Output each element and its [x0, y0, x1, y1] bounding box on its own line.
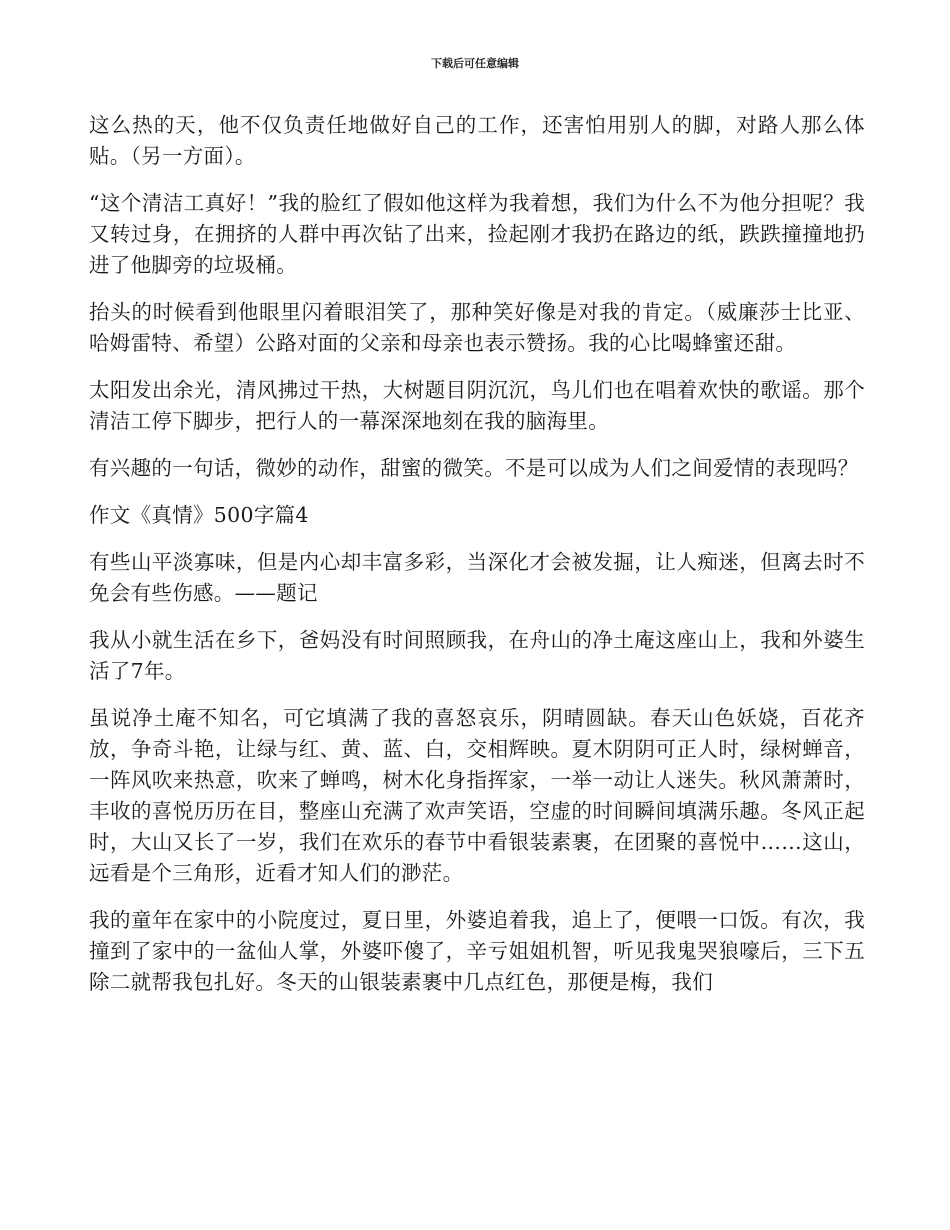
paragraph: 我从小就生活在乡下，爸妈没有时间照顾我，在舟山的净土庵这座山上，我和外婆生活了7年。	[89, 628, 865, 683]
paragraph: 有兴趣的一句话，微妙的动作，甜蜜的微笑。不是可以成为人们之间爱情的表现吗？	[89, 456, 859, 480]
paragraph: 抬头的时候看到他眼里闪着眼泪笑了，那种笑好像是对我的肯定。（威廉莎士比亚、哈姆雷特、希望）公路对面的父亲和母亲也表示赞扬。我的心比喝蜂蜜还甜。	[89, 300, 865, 355]
document-body	[89, 110, 865, 1014]
paragraph: 有些山平淡寡味，但是内心却丰富多彩，当深化才会被发掘，让人痴迷，但离去时不免会有些伤感。——题记	[89, 550, 865, 605]
page-header: 下载后可任意编辑	[431, 57, 519, 70]
section-heading: 作文《真情》500字篇4	[89, 503, 309, 527]
paragraph: 我的童年在家中的小院度过，夏日里，外婆追着我，追上了，便喂一口饭。有次，我撞到了家中的一盆仙人掌，外婆吓傻了，辛亏姐姐机智，听见我鬼哭狼嚎后，三下五除二就帮我包扎好。冬天的山银装素裹中几点红色，那便是梅，我们	[89, 908, 865, 994]
paragraph: “这个清洁工真好！”我的脸红了假如他这样为我着想，我们为什么不为他分担呢？我又转过身，在拥挤的人群中再次钻了出来，捡起刚才我扔在路边的纸，跌跌撞撞地扔进了他脚旁的垃圾桶。	[89, 191, 865, 277]
paragraph: 虽说净土庵不知名，可它填满了我的喜怒哀乐，阴晴圆缺。春天山色妖娆，百花齐放，争奇斗艳，让绿与红、黄、蓝、白，交相辉映。夏木阴阴可正人时，绿树蝉音，一阵风吹来热意，吹来了蝉鸣，树木化身指挥家，一举一动让人迷失。秋风萧萧时，丰收的喜悦历历在目，整座山充满了欢声笑语，空虚的时间瞬间填满乐趣。冬风正起时，大山又长了一岁，我们在欢乐的春节中看银装素裹，在团聚的喜悦中……这山，远看是个三角形，近看才知人们的渺茫。	[89, 706, 865, 885]
paragraph: 这么热的天，他不仅负责任地做好自己的工作，还害怕用别人的脚，对路人那么体贴。（另一方面）。	[89, 113, 865, 168]
paragraph: 太阳发出余光，清风拂过干热，大树题目阴沉沉，鸟儿们也在唱着欢快的歌谣。那个清洁工停下脚步，把行人的一幕深深地刻在我的脑海里。	[89, 378, 865, 433]
